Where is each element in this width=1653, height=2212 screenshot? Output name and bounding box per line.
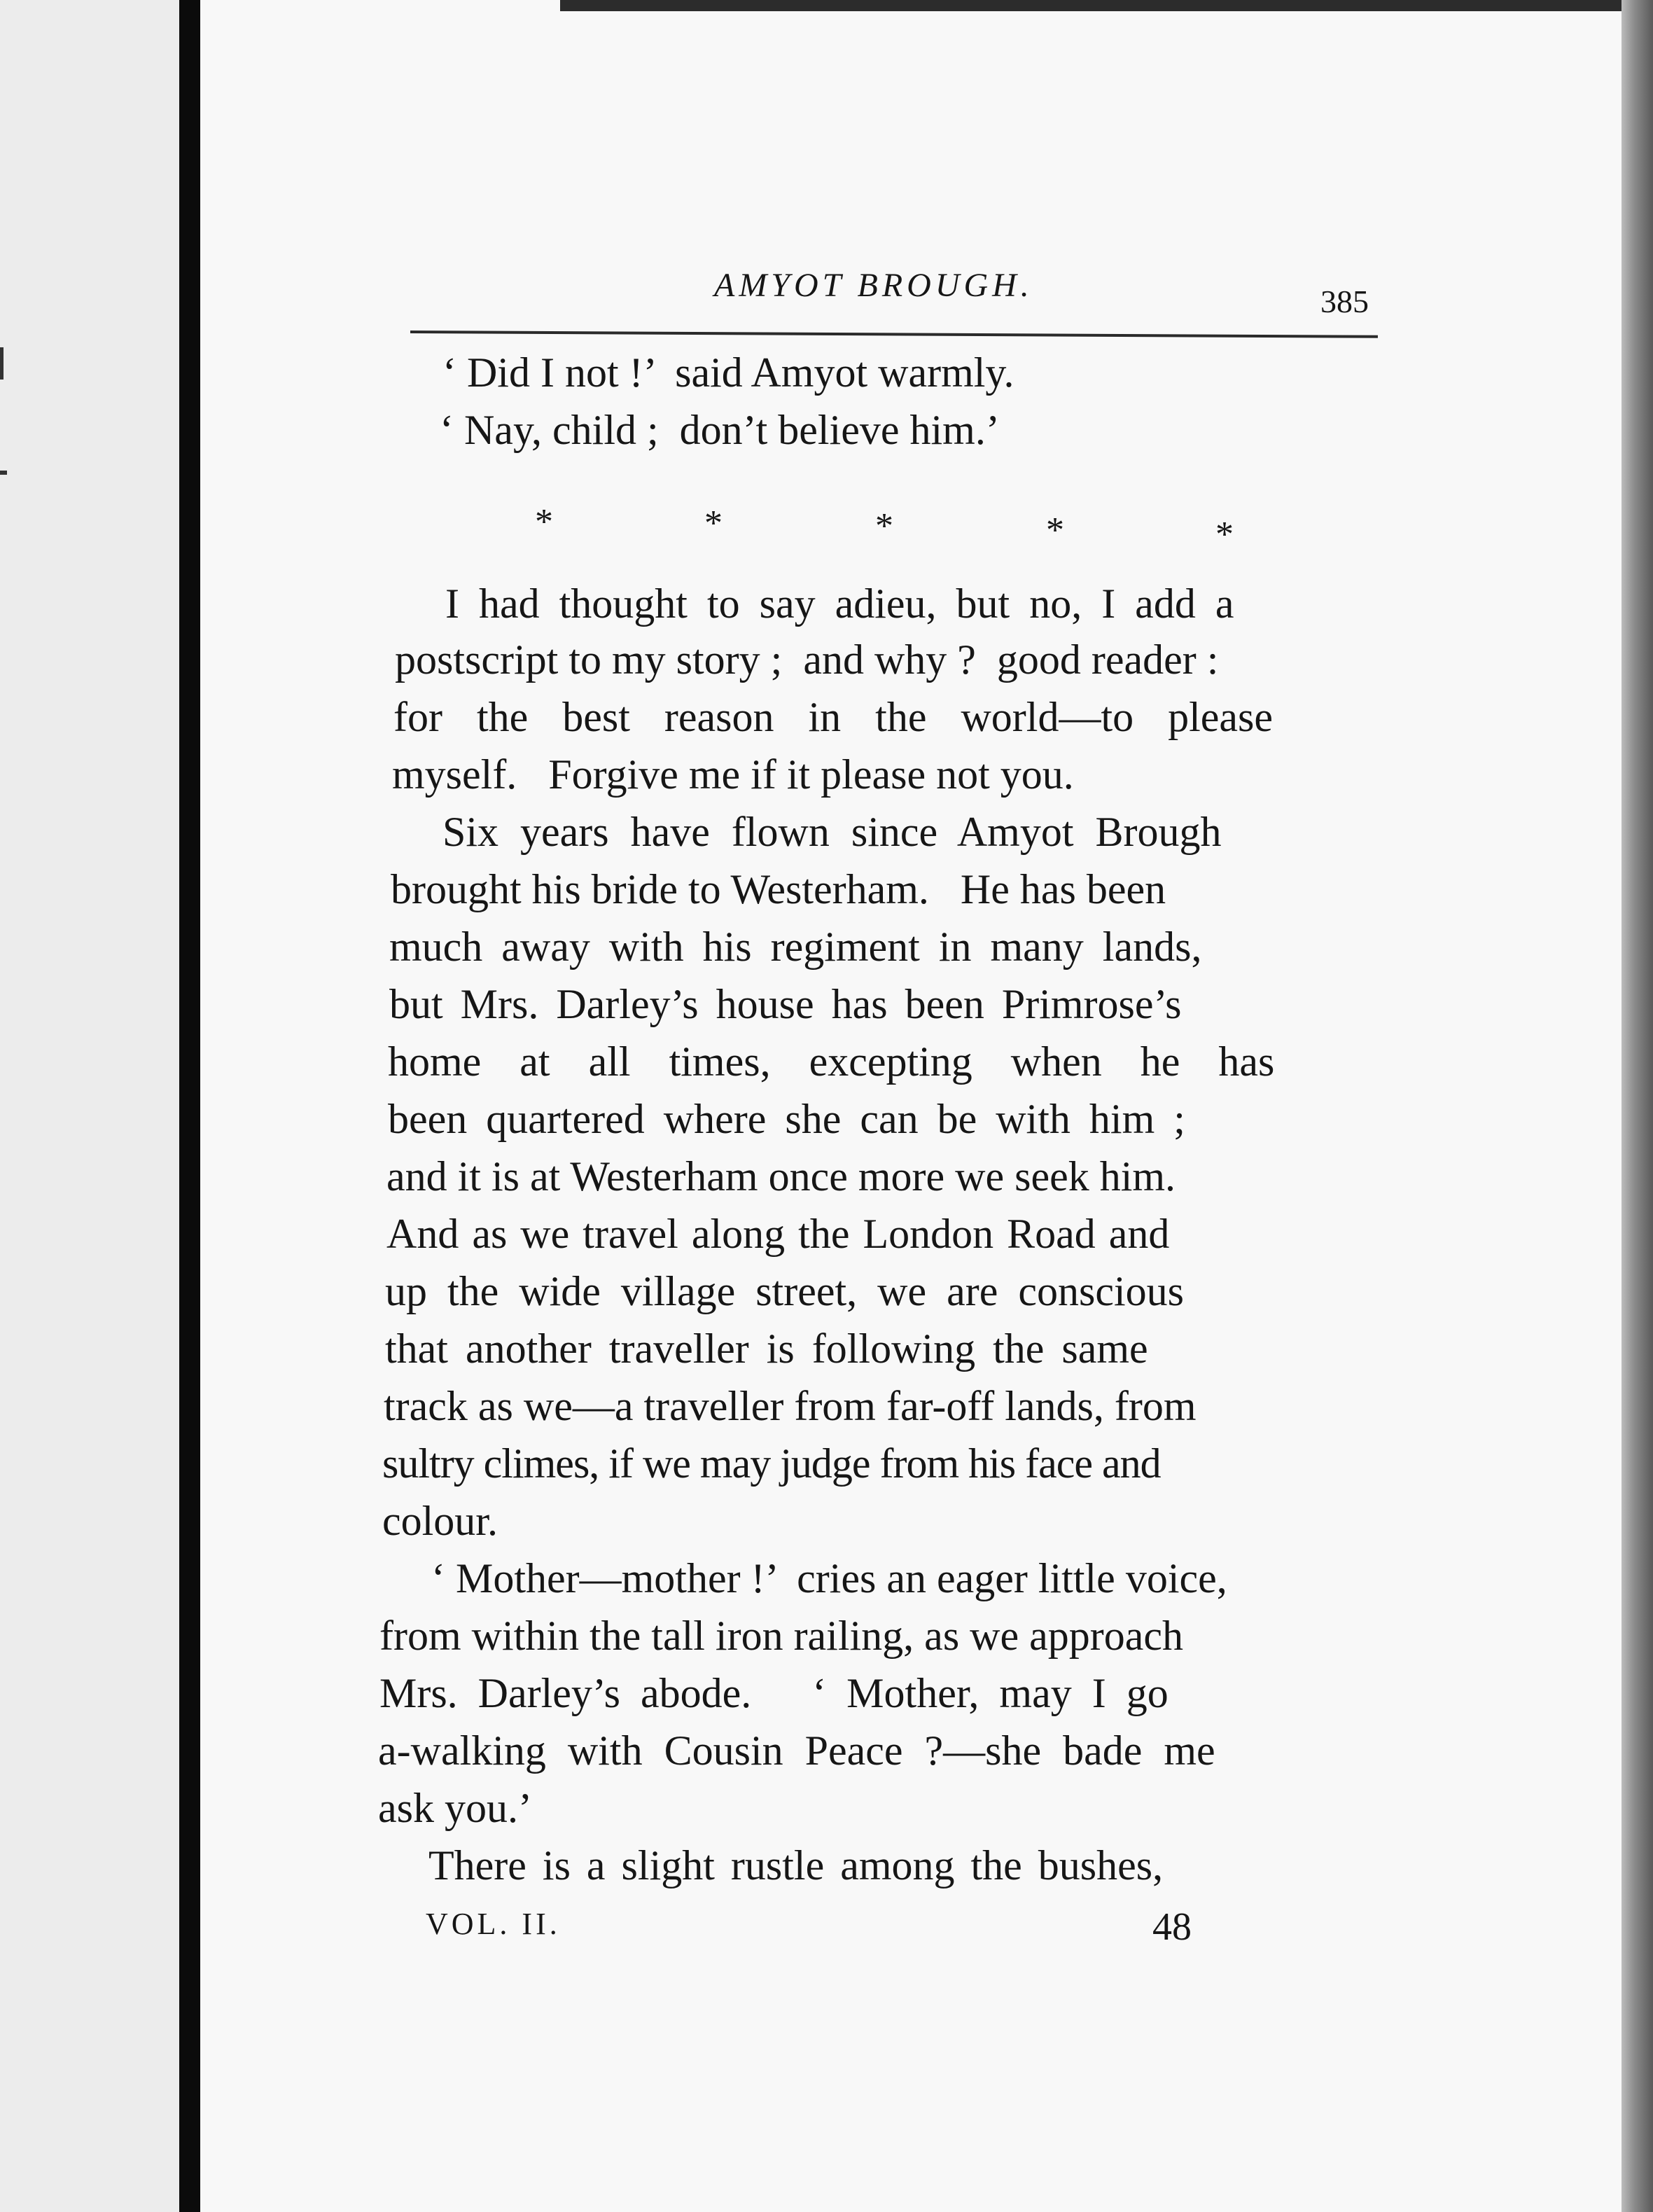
page-number: 385 (1320, 284, 1369, 319)
text-line: myself. Forgive me if it please not you. (392, 751, 1074, 798)
text-line: but Mrs. Darley’s house has been Primrose’s (389, 981, 1182, 1027)
text-line: ‘ Nay, child ; don’t believe him.’ (440, 407, 1000, 453)
text-line: I had thought to say adieu, but no, I add a (445, 580, 1234, 627)
asterisk-ornament: * (1215, 515, 1234, 555)
asterisk-ornament: * (1046, 510, 1064, 550)
margin-mark (0, 471, 7, 475)
text-line: ‘ Did I not !’ said Amyot warmly. (442, 349, 1014, 396)
asterisk-ornament: * (704, 503, 723, 543)
signature-mark: 48 (1152, 1905, 1192, 1949)
text-line: ‘ Mother—mother !’ cries an eager little voice, (431, 1555, 1227, 1601)
margin-mark (0, 347, 4, 380)
text-line: up the wide village street, we are conscious (385, 1268, 1184, 1314)
text-line: sultry climes, if we may judge from his face and (382, 1440, 1161, 1487)
text-line: ask you.’ (378, 1785, 532, 1831)
text-line: for the best reason in the world—to please (393, 694, 1274, 740)
text-line: Mrs. Darley’s abode. ‘ Mother, may I go (379, 1670, 1169, 1716)
text-line: from within the tall iron railing, as we approach (379, 1613, 1183, 1659)
text-line: been quartered where she can be with him ; (388, 1096, 1185, 1142)
text-line: postscript to my story ; and why ? good reader : (395, 637, 1219, 683)
asterisk-ornament: * (875, 506, 893, 546)
running-head: AMYOT BROUGH. (714, 267, 1033, 304)
text-line: track as we—a traveller from far-off lands, from (384, 1383, 1197, 1429)
text-line: colour. (382, 1498, 498, 1544)
text-line: that another traveller is following the same (385, 1326, 1148, 1372)
text-line: brought his bride to Westerham. He has been (391, 866, 1166, 912)
text-line: home at all times, excepting when he has (388, 1038, 1275, 1085)
volume-signature: VOL. II. (426, 1907, 561, 1941)
page-stack-edge (1621, 0, 1653, 2212)
facing-page-edge (0, 0, 179, 2212)
text-line: Six years have flown since Amyot Brough (442, 809, 1222, 855)
text-line: There is a slight rustle among the bushes, (428, 1842, 1164, 1888)
asterisk-ornament: * (535, 502, 553, 542)
text-line: And as we travel along the London Road and (386, 1211, 1170, 1257)
page-top-edge (560, 0, 1653, 11)
text-line: much away with his regiment in many lands, (389, 924, 1202, 970)
book-gutter (179, 0, 200, 2212)
text-line: and it is at Westerham once more we seek him. (386, 1153, 1176, 1199)
text-line: a-walking with Cousin Peace ?—she bade me (378, 1727, 1215, 1774)
